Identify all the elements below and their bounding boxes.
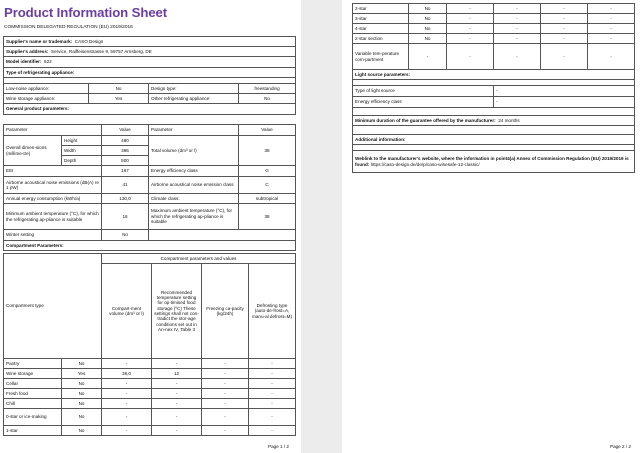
supplier-address-row: Supplier's address: Service, Raiffeisenstrasse 9, 59757 Arnsberg, DE [4,47,296,57]
appliance-type-header: Type of refrigerating appliance: [4,68,296,78]
table-row: Pantry No - - - - [4,359,296,369]
table-row: 3-star No - - - - [353,14,635,24]
light-class-value: - [494,97,635,108]
regulation-subtitle: COMMISSION DELEGATED REGULATION (EU) 2019/2016 [4,25,133,30]
total-volume-value: 38 [239,136,296,166]
weblink-url[interactable]: https://caso-design.de/de/p/caso-winesafe-12-classic/ [370,161,480,167]
table-row: 1-star No - - - - [4,426,296,436]
eei-value: 167 [102,166,149,177]
general-parameters-table [3,124,296,251]
min-temp-label: Minimum ambient temperature (°C), for which the refrigerating ap-pliance is suitable [4,204,102,230]
col-value-2: Value [239,125,296,136]
noise-value: 41 [102,177,149,194]
light-source-header: Light source parameters: [353,70,635,80]
compartment-table-continued [352,3,635,173]
model-identifier-row: Model identifier: 622 [4,57,296,68]
table-row: Fresh food No - - - - [4,389,296,399]
compartment-table [3,253,296,436]
general-parameters-header: General product parameters: [4,104,296,115]
design-type-value: freestanding [239,84,296,94]
table-row: Wine storage Yes 38,0 12 - - [4,369,296,379]
max-temp-label: Maximum ambient temperature (°C), for which the refrigerating ap-pliance is suitable [149,204,239,230]
light-type-label: Type of light source [353,86,494,97]
page-number-2: Page 2 / 2 [610,444,631,449]
noise-class-label: Airborne acoustical noise emission class [149,177,239,194]
width-label: Width [62,146,102,156]
col-parameter-2: Parameter [149,125,239,136]
compartment-type-header: Compartment type [4,254,102,359]
col-freezing-capacity: Freezing ca-pacity (kg/24h) [202,264,249,359]
page-number-1: Page 1 / 2 [268,444,289,449]
noise-class-value: C [239,177,296,194]
width-value: 395 [102,146,149,156]
supplier-table [3,36,296,115]
light-type-value: - [494,86,635,97]
winter-setting-value: No [102,230,149,241]
energy-class-value: G [239,166,296,177]
weblink-row: Weblink to the manufacturer's website, where the information in point4(a) Annex of Commission Regulation (EU) 2019/2019 is found: https://caso-design.de/de/p/caso-winesafe-12-classic/ [353,151,635,173]
annual-energy-value: 130,0 [102,194,149,204]
height-value: 480 [102,136,149,146]
col-value: Value [102,125,149,136]
design-type-label: Design type: [149,84,239,94]
page-title: Product Information Sheet [4,5,168,20]
table-row: 0-star or ice-making No - - - - [4,409,296,426]
wine-storage-value: Yes [89,94,149,104]
compartment-params-header: Compartment parameters and values [102,254,296,264]
depth-label: Depth [62,156,102,166]
annual-energy-label: Annual energy consumption (kWh/a) [4,194,102,204]
low-noise-label: Low-noise appliance: [4,84,89,94]
climate-class-label: Climate class: [149,194,239,204]
table-row: Cellar No - - - - [4,379,296,389]
energy-class-label: Energy efficiency class [149,166,239,177]
overall-dimensions-label: Overall dimen-sions (millime-tre) [4,136,62,166]
other-appliance-label: Other refrigerating appliance: [149,94,239,104]
table-row: 2-star No - - - - [353,4,635,14]
max-temp-value: 38 [239,204,296,230]
table-row: 4-star No - - - - [353,24,635,34]
page-1 [0,0,301,453]
col-recommended-temp: Recommended temperature setting for op-timised food storage (ºC) These settings shall not con-tradict the stor-age conditions set out in An-nex IV, Table 3 [152,264,202,359]
col-defrosting-type: Defrosting type (auto-de-frost=A, manu-al defrost=M) [249,264,296,359]
col-parameter: Parameter [4,125,102,136]
light-class-label: Energy efficiency class [353,97,494,108]
table-row: Chill No - - - - [4,399,296,409]
additional-info-header: Additional information: [353,135,635,145]
winter-setting-label: Winter setting [4,230,102,241]
supplier-name-row: Supplier's name or trademark: CASO Design [4,37,296,47]
other-appliance-value: No [239,94,296,104]
wine-storage-label: Wine storage appliance: [4,94,89,104]
page-2 [342,0,642,453]
depth-value: 500 [102,156,149,166]
table-row: Variable tem-perature com-partment - - - - - [353,44,635,70]
low-noise-value: No [89,84,149,94]
compartment-parameters-header: Compartment Parameters: [4,241,296,251]
guarantee-row: Minimum duration of the guarantee offered by the manufacturer: 24 months [353,116,635,126]
col-compartment-volume: Compart-ment volume (dm³ or l) [102,264,152,359]
table-row: 2-star section No - - - - [353,34,635,44]
min-temp-value: 16 [102,204,149,230]
climate-class-value: subtropical [239,194,296,204]
eei-label: EEI [4,166,102,177]
noise-label: Airborne acoustical noise emissions (dB(A) re 1 pW) [4,177,102,194]
height-label: Height [62,136,102,146]
total-volume-label: Total volume (dm³ or l) [149,136,239,166]
